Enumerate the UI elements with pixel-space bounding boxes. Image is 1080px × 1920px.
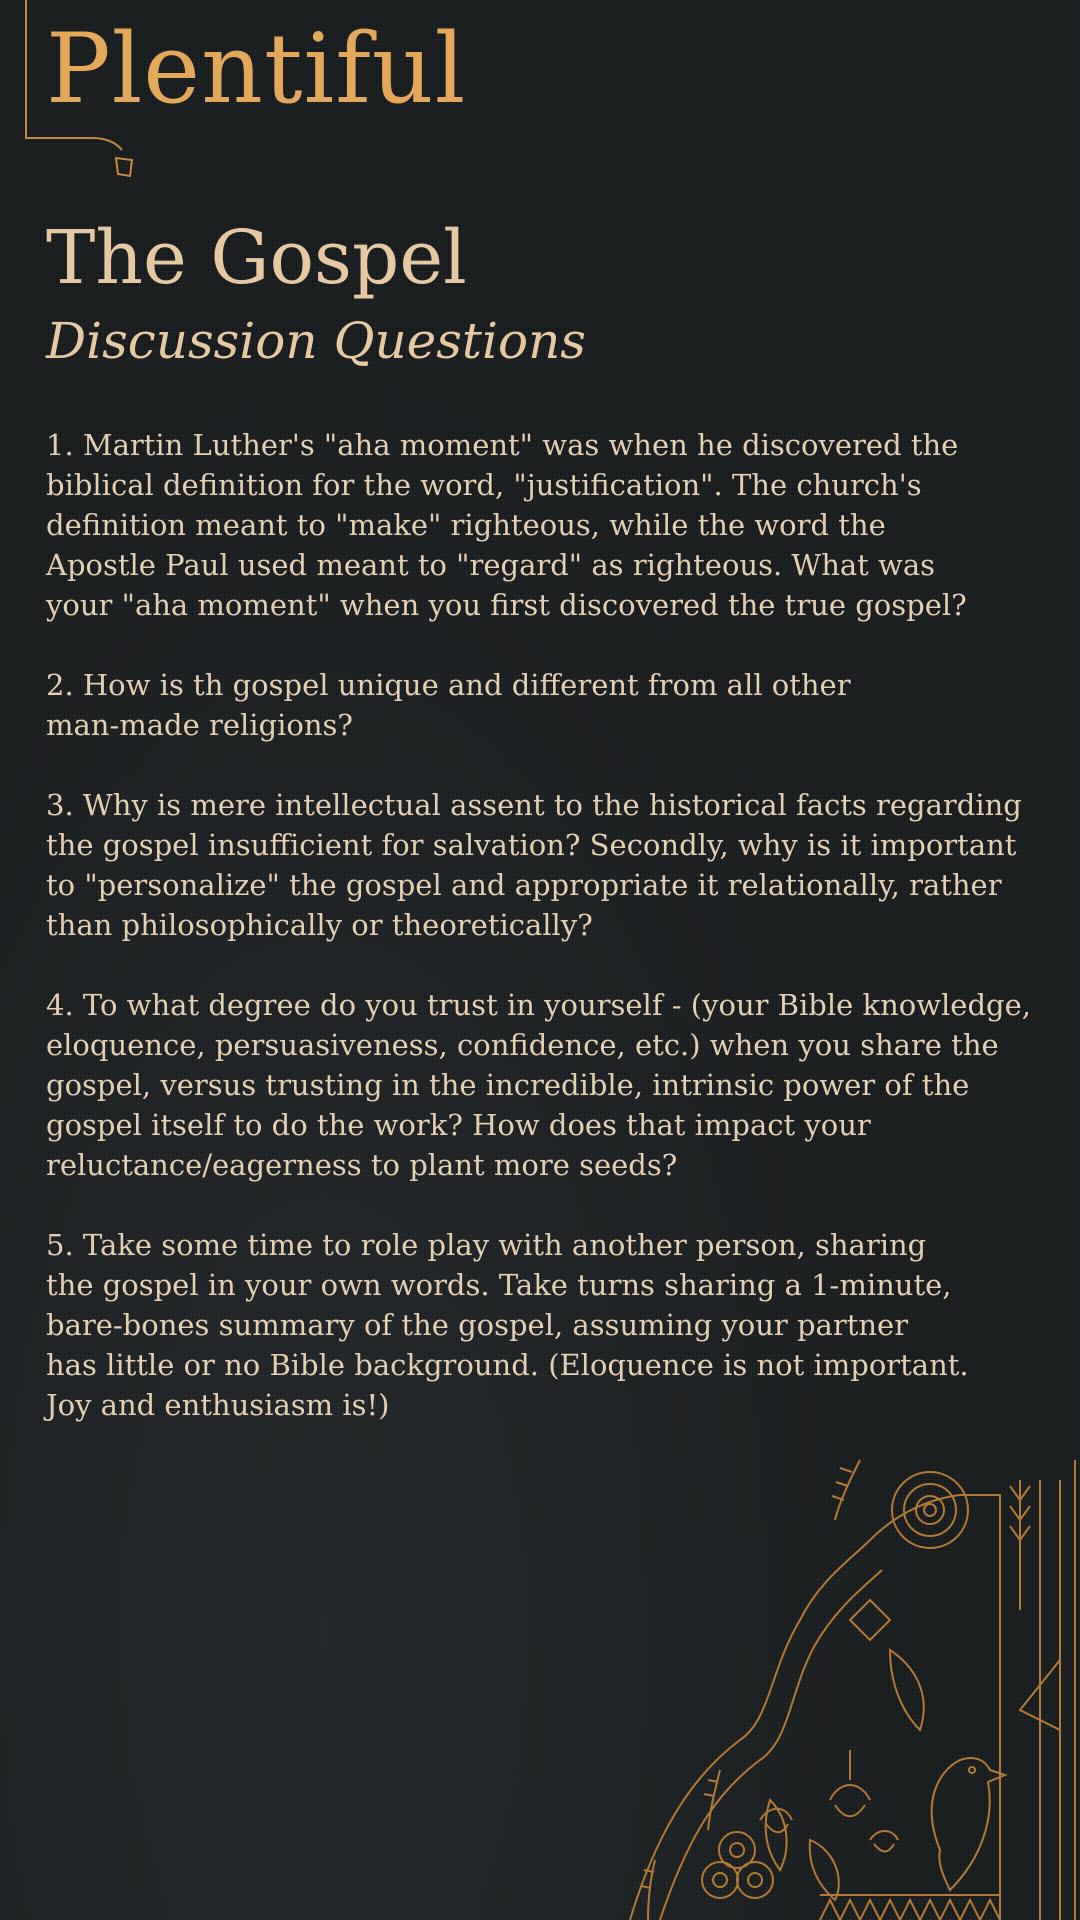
question-item: 3. Why is mere intellectual assent to the historical facts regarding the gospel insufficient for salvation? Secondly, why is it important to "personalize" the gospel and appropriate it relationally, rather than philosophically or theoretically?	[46, 788, 1022, 942]
page-subtitle: Discussion Questions	[46, 312, 586, 370]
question-list	[46, 425, 1036, 1465]
brand-logo: Plentiful	[46, 13, 467, 125]
folk-art-ornament	[620, 1440, 1080, 1920]
question-item: 5. Take some time to role play with another person, sharing the gospel in your own words. Take turns sharing a 1-minute, bare-bones summary of the gospel, assuming your partner has little or no Bible background. (Eloquence is not important. Joy and enthusiasm is!)	[46, 1228, 969, 1422]
question-item: 2. How is th gospel unique and different from all other man-made religions?	[46, 668, 851, 742]
question-item: 4. To what degree do you trust in yourself - (your Bible knowledge, eloquence, persuasiveness, confidence, etc.) when you share the gospel, versus trusting in the incredible, intrinsic power of the gospel itself to do the work? How does that impact your reluctance/eagerness to plant more seeds?	[46, 988, 1031, 1182]
question-item: 1. Martin Luther's "aha moment" was when he discovered the biblical definition for the word, "justification". The church's definition meant to "make" righteous, while the word the Apostle Paul used meant to "regard" as righteous. What was your "aha moment" when you first discovered the true gospel?	[46, 428, 967, 622]
page-title: The Gospel	[46, 215, 467, 301]
